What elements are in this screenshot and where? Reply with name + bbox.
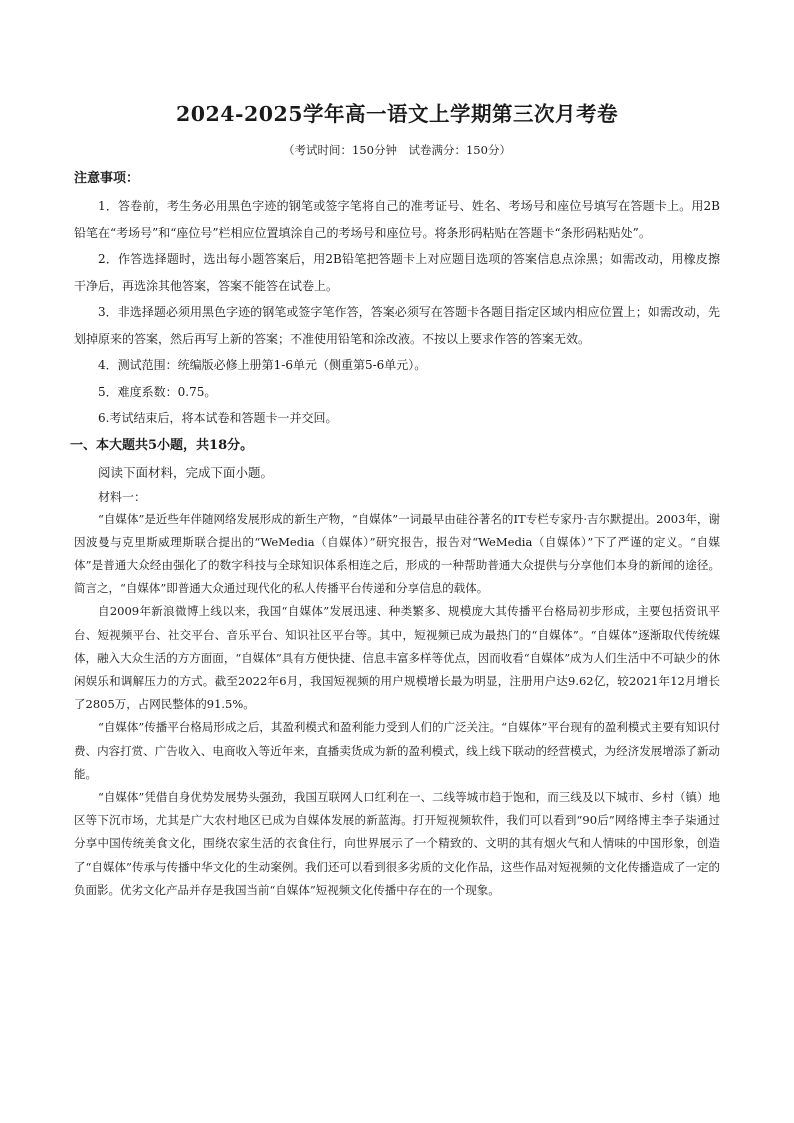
page-title: 2024-2025学年高一语文上学期第三次月考卷 [175,102,619,126]
exam-info: （考试时间：150分钟 试卷满分：150分） [283,143,511,157]
material-paragraph: “自媒体”是近些年伴随网络发展形成的新生产物，“自媒体”一词最早由硅谷著名的IT专栏专家丹·吉尔默提出。2003年，谢因波曼与克里斯威理斯联合提出的“WeMedia（自媒体）”研究报告，报告对“WeMedia（自媒体）”下了严谨的定义。“自媒体”是普通大众经由强化了的数字科技与全球知识体系相连之后，形成的一种帮助普通大众提供与分享他们本身的新闻的途径。简言之，“自媒体”即普通大众通过现代化的私人传播平台传递和分享信息的载体。 [74,511,720,596]
notice-item: 4．测试范围：统编版必修上册第1-6单元（侧重第5-6单元）。 [98,358,427,372]
material-paragraph: 自2009年新浪微博上线以来，我国“自媒体”发展迅速、种类繁多、规模庞大其传播平台格局初步形成，主要包括资讯平台、短视频平台、社交平台、音乐平台、知识社区平台等。其中，短视频已成为最热门的“自媒体”。“自媒体”逐渐取代传统媒体，融入大众生活的方方面面，“自媒体”具有方便快捷、信息丰富多样等优点，因而收看“自媒体”成为人们生活中不可缺少的休闲娱乐和调解压力的方式。截至2022年6月，我国短视频的用户规模增长最为明显，注册用户达9.62亿，较2021年12月增长了2805万，占网民整体的91.5%。 [74,604,720,712]
material-paragraph: “自媒体”凭借自身优势发展势头强劲，我国互联网人口红利在一、二线等城市趋于饱和，而三线及以下城市、乡村（镇）地区等下沉市场，尤其是广大农村地区已成为自媒体发展的新蓝海。打开短视频软件，我们可以看到“90后”网络博主李子柒通过分享中国传统美食文化，围绕农家生活的衣食住行，向世界展示了一个精致的、文明的其有烟火气和人情味的中国形象，创造了“自媒体”传承与传播中华文化的生动案例。我们还可以看到很多劣质的文化作品，这些作品对短视频的文化传播造成了一定的负面影。优劣文化产品并存是我国当前“自媒体”短视频文化传播中存在的一个现象。 [74,789,720,897]
notice-item: 3．非选择题必须用黑色字迹的钢笔或签字笔作答，答案必须写在答题卡各题目指定区域内相应位置上；如需改动，先划掉原来的答案，然后再写上新的答案；不准使用铅笔和涂改液。不按以上要求作答的答案无效。 [74,305,720,346]
notice-list [74,193,720,432]
notice-heading: 注意事项： [74,171,140,186]
section-instruction: 阅读下面材料，完成下面小题。 [98,464,274,480]
material-paragraph: “自媒体”传播平台格局形成之后，其盈利模式和盈利能力受到人们的广泛关注。“自媒体”平台现有的盈利模式主要有知识付费、内容打赏、广告收入、电商收入等近年来，直播卖货成为新的盈利模式，线上线下联动的经营模式，为经济发展增添了新动能。 [74,720,720,781]
notice-item: 1．答卷前，考生务必用黑色字迹的钢笔或签字笔将自己的准考证号、姓名、考场号和座位号填写在答题卡上。用2B铅笔在“考场号”和“座位号”栏相应位置填涂自己的考场号和座位号。将条形码粘贴在答题卡“条形码粘贴处”。 [74,199,720,240]
notice-item: 2．作答选择题时，选出每小题答案后，用2B铅笔把答题卡上对应题目选项的答案信息点涂黑；如需改动，用橡皮擦干净后，再选涂其他答案，答案不能答在试卷上。 [74,252,720,293]
material-label: 材料一： [98,489,147,504]
notice-item: 6.考试结束后，将本试卷和答题卡一并交回。 [98,411,338,425]
material-body [74,508,720,902]
notice-item: 5．难度系数：0.75。 [98,384,217,399]
section-title: 一、本大题共5小题，共18分。 [70,437,254,453]
